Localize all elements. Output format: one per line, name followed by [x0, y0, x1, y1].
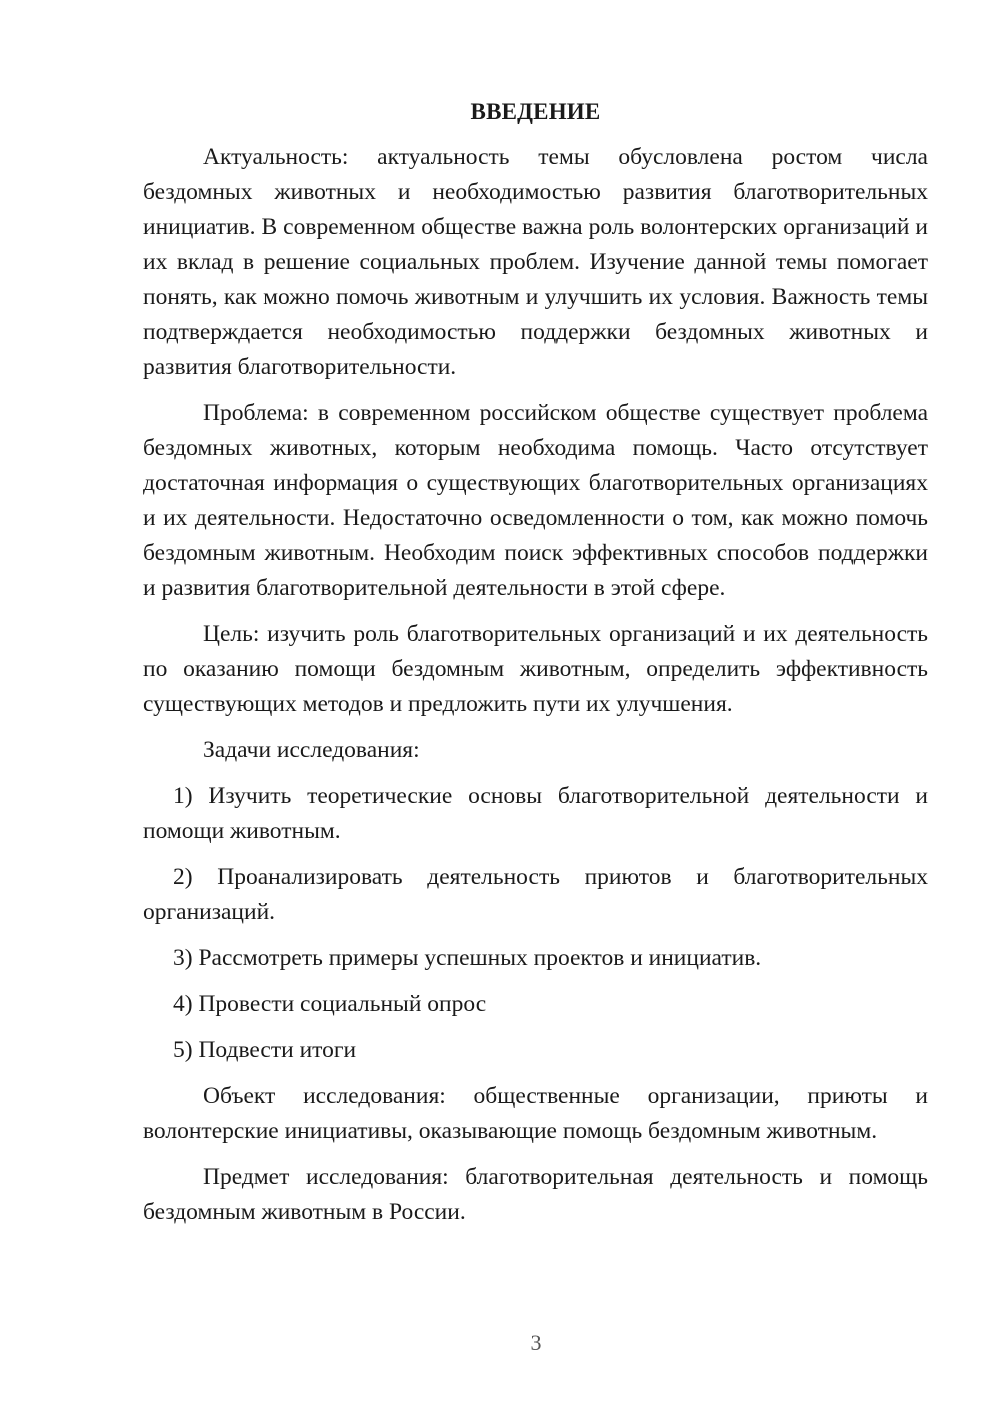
object-paragraph: Объект исследования: общественные организации, приюты и волонтерские инициативы, оказывающие помощь бездомным животным.: [143, 1083, 928, 1144]
page-content: [143, 94, 928, 1241]
task-item-2: 2) Проанализировать деятельность приютов и благотворительных организаций.: [143, 864, 928, 925]
relevance-paragraph: Актуальность: актуальность темы обусловлена ростом числа бездомных животных и необходимостью развития благотворительных инициатив. В современном обществе важна роль волонтерских организаций и их вклад в решение социальных проблем. Изучение данной темы помогает понять, как можно помочь животным и улучшить их условия. Важность темы подтверждается необходимостью поддержки бездомных животных и развития благотворительности.: [143, 144, 928, 380]
goal-paragraph: Цель: изучить роль благотворительных организаций и их деятельность по оказанию помощи бездомным животным, определить эффективность существующих методов и предложить пути их улучшения.: [143, 621, 928, 717]
task-item-4: 4) Провести социальный опрос: [173, 991, 487, 1017]
page-number: 3: [530, 1330, 542, 1355]
tasks-heading: Задачи исследования:: [203, 737, 420, 763]
task-item-1: 1) Изучить теоретические основы благотворительной деятельности и помощи животным.: [143, 783, 928, 844]
task-item-5: 5) Подвести итоги: [173, 1037, 357, 1063]
subject-paragraph: Предмет исследования: благотворительная деятельность и помощь бездомным животным в России.: [143, 1164, 928, 1225]
task-item-3: 3) Рассмотреть примеры успешных проектов и инициатив.: [173, 945, 762, 971]
problem-paragraph: Проблема: в современном российском обществе существует проблема бездомных животных, которым необходима помощь. Часто отсутствует достаточная информация о существующих благотворительных организациях и их деятельности. Недостаточно осведомленности о том, как можно помочь бездомным животным. Необходим поиск эффективных способов поддержки и развития благотворительной деятельности в этой сфере.: [143, 400, 928, 601]
page-title: ВВЕДЕНИЕ: [470, 99, 601, 124]
